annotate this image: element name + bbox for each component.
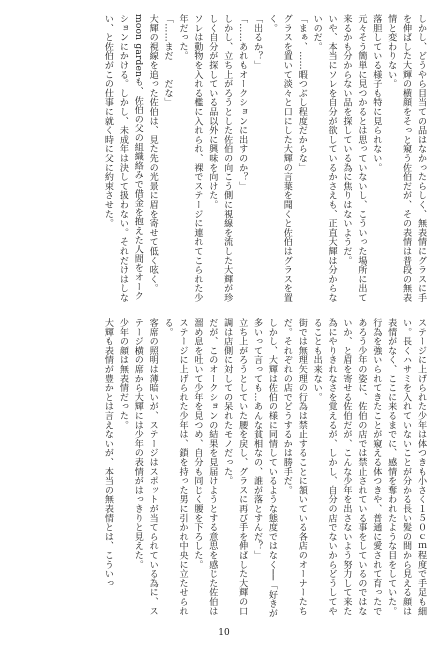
text-column-top: しかし、どうやら目当ての品はなかったらしく、無表情にグラスに手を伸ばした大輝の横顔をそっと窺う佐伯だが、その表情は普段の無表情と変わりない。 落胆している様子も特に見られない。 元々そう簡単に見つかるとは思っていないし、こういった場所に出て来るかも分からない品を探している為に焦りはないようだ。 いや、本当にソレを自分が欲しているかさえも、正直大輝は分からないのだ。 「まぁ、……暇つぶし程度だからな」 グラスを置いて淡々と口にした大輝の言葉を聞くと佐伯はグラスを置く。 「出るか？」 「……あれもオークションに出すのか？」 しかし、立ち上がろうとした佐伯の向こう側に視線を流した大輝が珍しく自分が探している品以外に興味を向けた。 ソレは動物を入れる檻に入れられ、裸でステージに連れてこられた少年だった。 「……まだ だな」 大輝の視線を追った佐伯は、見た先の光景に眉を寄せて低く呟く。 moon gardenも、佐伯の父の組織絡みで借金を抱えた人間をオークションにかける。しかし、未成年は決して扱わない。それだけはしない、と佐伯がこの仕事に就く時に父に約束させた。	[102, 14, 426, 303]
text-column-bottom: ステージに上げられた少年は体つきも小さく１５０ｃｍ程度で手足も細い。長くハサミを入れていないことが分かる長い髪の間から見える顔は表情がなく、ここに来るまでに、感情を奪われたような目をしていた。 行為を強いられてきたことが窺える体つきや、普通に愛されて育ったであろう少年の姿に、佐伯の店では禁止されている事をしているのではないか、と眉を寄せる佐伯だが、こんな少年を出さないよう努力して来た為にやりきれなさを覚えるが、しかし、自分の店でないからどうしてやることも出来ない。 街では無理矢理の行為は禁止することに頷いている各店のオーナーたちだ。それぞれの店でどうするかは勝手だ。 しかし、大輝は佐伯の様に同情しているような態度ではなく──「好きが多いって言っても…あんな貧相なの、誰が落とすんだ？」 立ち上がろうとしていた腰を戻し、グラスに再び手を伸ばした大輝の口調は店側に対しての呆れたモノだった。 だが、このオークションの結果を見届けようとする意思を感じた佐伯は溜め息を吐いて少年を見つめ、自分も同じく腰を下ろした。 ステージに上げられた少年は、鎖を持った男に引かれ中央に立たせられる。 客席の照明は薄暗いが、ステージはスポットが当てられている為に、ステージ横の席から大輝には少年の表情がはっきりと見えた。 少年の顔は無表情だった。 大輝も表情が豊かとは言えないが、本当の無表情とは、こういっ	[102, 318, 426, 618]
page-number: 10	[218, 628, 230, 638]
